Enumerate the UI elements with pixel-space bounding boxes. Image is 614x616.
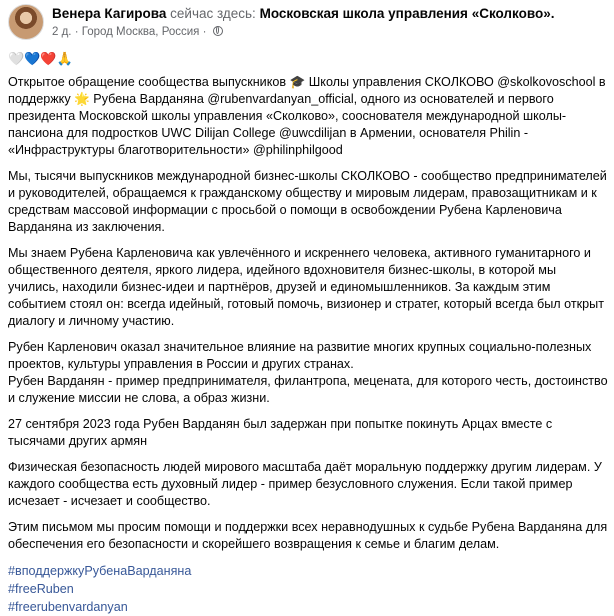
post-meta (52, 24, 606, 40)
globe-icon[interactable] (213, 26, 223, 36)
post-paragraph-1 (8, 74, 608, 159)
checkin-page-link[interactable]: Московская школа управления «Сколково». (259, 6, 555, 21)
author-name[interactable]: Венера Кагирова (52, 6, 167, 21)
header-text (52, 5, 606, 40)
post-location[interactable]: Город Москва, Россия (81, 26, 200, 38)
post-paragraph-6: Физическая безопасность людей мирового масштаба даёт моральную поддержку другим лидерам. У каждого сообщества есть духовный лидер - пример безусловного служения. Если такой пример исчезает - исчезает и сообщество. (8, 460, 602, 508)
hashtag-link[interactable]: #freeRuben (8, 582, 74, 596)
meta-separator: · (74, 26, 79, 38)
hashtag-list (8, 562, 608, 616)
post-paragraph-4: Рубен Карленович оказал значительное влияние на развитие многих крупных социально-полезных проектов, культуры управления в России и других странах. Рубен Варданян - пример предпринимателя, филантропа, мецената, для которого честь, достоинство и служение миссии не слова, а образ жизни. (8, 340, 608, 405)
post-header (8, 4, 606, 44)
hashtag-link[interactable]: #freerubenvardanyan (8, 600, 128, 614)
praying-hands-icon: 🙏 (56, 51, 73, 66)
paragraph-text: Открытое обращение сообщества выпускников (8, 75, 290, 89)
graduation-cap-icon: 🎓 (289, 75, 306, 89)
post-paragraph-7: Этим письмом мы просим помощи и поддержки всех неравнодушных к судьбе Рубена Варданяна для обеспечения его безопасности и скорейшего возвращения к семье и благим делам. (8, 520, 608, 551)
red-heart-icon: ❤️ (40, 51, 57, 66)
paragraph-text: Рубена Варданяна @rubenvardanyan_official, одного из основателей и первого президента Московской школы управления «Сколково», сооснователя международной школы-пансиона для подростков UWC Dilijan College @uwcdilijan в Армении, основателя Philin - «Инфраструктуры благотворительности» @philinphilgood (8, 92, 567, 157)
white-heart-icon: 🤍 (8, 51, 25, 66)
post-paragraph-5: 27 сентября 2023 года Рубен Варданян был задержан при попытке покинуть Арцах вместе с тысячами других армян (8, 417, 553, 448)
post-time[interactable]: 2 д. (52, 26, 72, 38)
meta-separator: · (202, 26, 207, 38)
checkin-action: сейчас здесь: (170, 6, 256, 21)
paragraph-text: Школы управления СКОЛКОВО @skolkovoschool в поддержку (8, 75, 606, 106)
emoji-line (8, 50, 73, 68)
post-body (8, 74, 608, 616)
post-paragraph-2: Мы, тысячи выпускников международной бизнес-школы СКОЛКОВО - сообщество предпринимателей и руководителей, обращаемся к гражданскому обществу и мировым лидерам, правозащитникам и к средствам массовой информации с просьбой о помощи в освобождении Рубена Карленовича Варданяна из заключения. (8, 169, 607, 234)
header-line (52, 5, 606, 23)
post-paragraph-3: Мы знаем Рубена Карленовича как увлечённого и искреннего человека, активного гуманитарного и общественного деятеля, яркого лидера, идейного вдохновителя бизнес-школы, в которой мы учились, находили бизнес-идеи и партнёров, друзей и единомышленников. За каждым этим событием стоял он: всегда идейный, готовый помочь, визионер и стратег, который всегда был открыт диалогу и личному участию. (8, 246, 604, 328)
star-icon: 🌟 (74, 92, 90, 106)
hashtag-link[interactable]: #вподдержкуРубенаВарданяна (8, 564, 192, 578)
blue-heart-icon: 💙 (24, 51, 41, 66)
author-avatar[interactable] (8, 4, 44, 40)
